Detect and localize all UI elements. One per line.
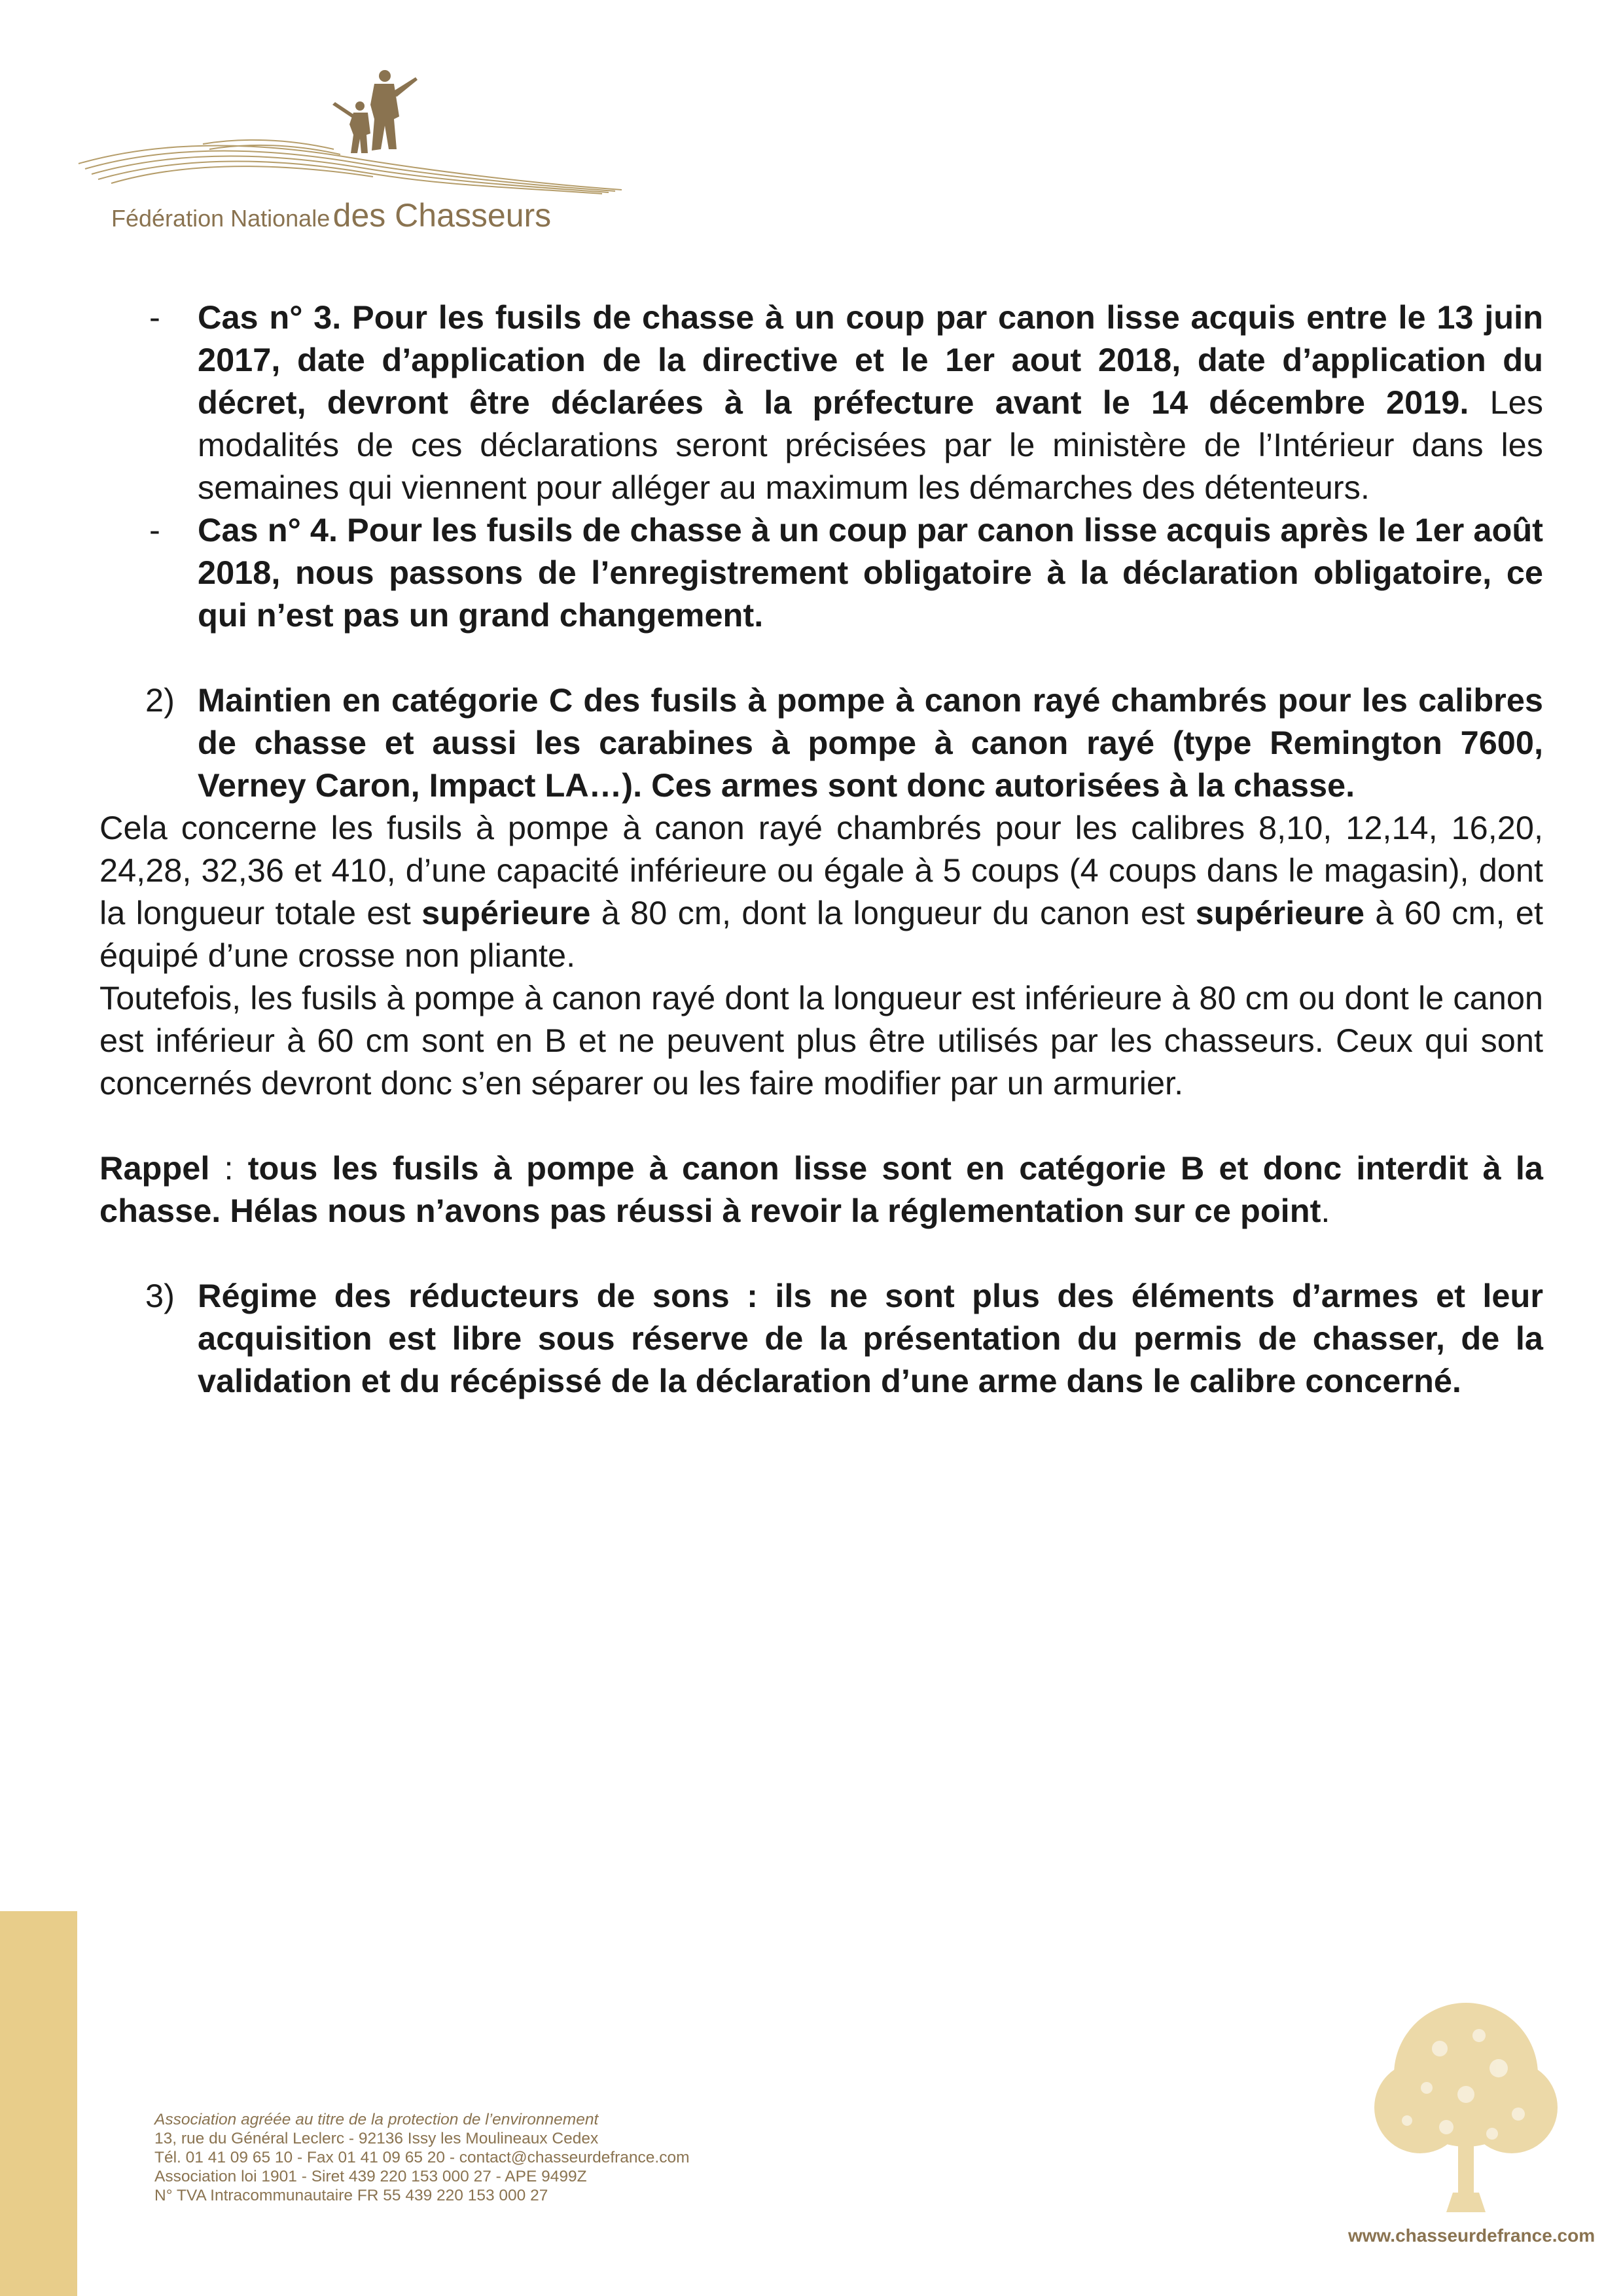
- point-2-bold: Maintien en catégorie C des fusils à pompe à canon rayé chambrés pour les calibres de chasse et aussi les carabines à pompe à canon rayé (type Remington 7600, Verney Caron, Impact LA…). Ces armes sont donc autorisées à la chasse.: [198, 681, 1543, 804]
- footer-line-3: Tél. 01 41 09 65 10 - Fax 01 41 09 65 20 - contact@chasseurdefrance.com: [154, 2149, 690, 2166]
- case-4-item: [99, 509, 1543, 636]
- cela-text-3: à 60 cm, et équipé d’une crosse non pliante.: [99, 894, 1544, 974]
- paragraph-cela: [99, 806, 1543, 977]
- footer-line-1: Association agréée au titre de la protection de l’environnement: [154, 2111, 599, 2128]
- animal-tree-icon: [1368, 1996, 1564, 2238]
- point-2-item: [99, 679, 1543, 806]
- footer-line-5: N° TVA Intracommunautaire FR 55 439 220 153 000 27: [154, 2187, 548, 2204]
- org-name: [111, 196, 551, 234]
- org-name-big: des Chasseurs: [332, 197, 552, 234]
- document-body: [99, 296, 1543, 1402]
- case-3-text: Les modalités de ces déclarations seront précisées par le ministère de l’Intérieur dans les semaines qui viennent pour alléger au maximum les démarches des détenteurs.: [198, 384, 1544, 506]
- bullet-dash: -: [149, 298, 160, 336]
- cela-text-2: à 80 cm, dont la longueur du canon est: [590, 894, 1196, 931]
- decorative-gold-strip: [0, 1911, 77, 2296]
- cela-bold-1: supérieure: [421, 894, 591, 931]
- point-3-item: [99, 1274, 1543, 1402]
- footer-line-2: 13, rue du Général Leclerc - 92136 Issy les Moulineaux Cedex: [154, 2130, 599, 2147]
- rappel-bold: tous les fusils à pompe à canon lisse sont en catégorie B et donc interdit à la chasse. Hélas nous n’avons pas réussi à revoir la réglementation sur ce point: [99, 1149, 1543, 1229]
- point-3-bold: Régime des réducteurs de sons : ils ne sont plus des éléments d’armes et leur acquisition est libre sous réserve de la présentation du permis de chasser, de la validation et du récépissé de la déclaration d’une arme dans le calibre concerné.: [198, 1277, 1543, 1399]
- point-3-number: 3): [145, 1277, 175, 1314]
- rappel-label: Rappel: [99, 1149, 210, 1187]
- federation-logo: [72, 65, 635, 255]
- footer-address: [154, 2110, 690, 2205]
- case-3-bold: Cas n° 3. Pour les fusils de chasse à un coup par canon lisse acquis entre le 13 juin 2017, date d’application de la directive et le 1er aout 2018, date d’application du décret, devront être déclarées à la préfecture avant le 14 décembre 2019.: [198, 298, 1543, 421]
- org-name-small: Fédération Nationale: [111, 205, 330, 232]
- bullet-dash: -: [149, 511, 160, 548]
- cela-bold-2: supérieure: [1195, 894, 1364, 931]
- paragraph-toutefois: Toutefois, les fusils à pompe à canon rayé dont la longueur est inférieure à 80 cm ou dont le canon est inférieur à 60 cm sont en B et ne peuvent plus être utilisés par les chasseurs. Ceux qui sont concernés devront donc s’en séparer ou les faire modifier par un armurier.: [99, 979, 1543, 1102]
- rappel-end: .: [1321, 1192, 1330, 1229]
- cela-text-1: Cela concerne les fusils à pompe à canon rayé chambrés pour les calibres 8,10, 12,14, 16,20, 24,28, 32,36 et 410, d’une capacité inférieure ou égale à 5 coups (4 coups dans le magasin), dont la longueur totale est: [99, 809, 1543, 931]
- website-link[interactable]: www.chasseurdefrance.com: [1348, 2225, 1596, 2246]
- hunters-landscape-logo-icon: [72, 65, 635, 196]
- footer-line-4: Association loi 1901 - Siret 439 220 153 000 27 - APE 9499Z: [154, 2168, 587, 2185]
- case-4-bold: Cas n° 4. Pour les fusils de chasse à un coup par canon lisse acquis après le 1er août 2018, nous passons de l’enregistrement obligatoire à la déclaration obligatoire, ce qui n’est pas un grand changement.: [198, 511, 1543, 634]
- point-2-number: 2): [145, 681, 175, 719]
- rappel-sep: :: [209, 1149, 248, 1187]
- rappel-paragraph: [99, 1147, 1543, 1232]
- case-3-item: [99, 296, 1543, 509]
